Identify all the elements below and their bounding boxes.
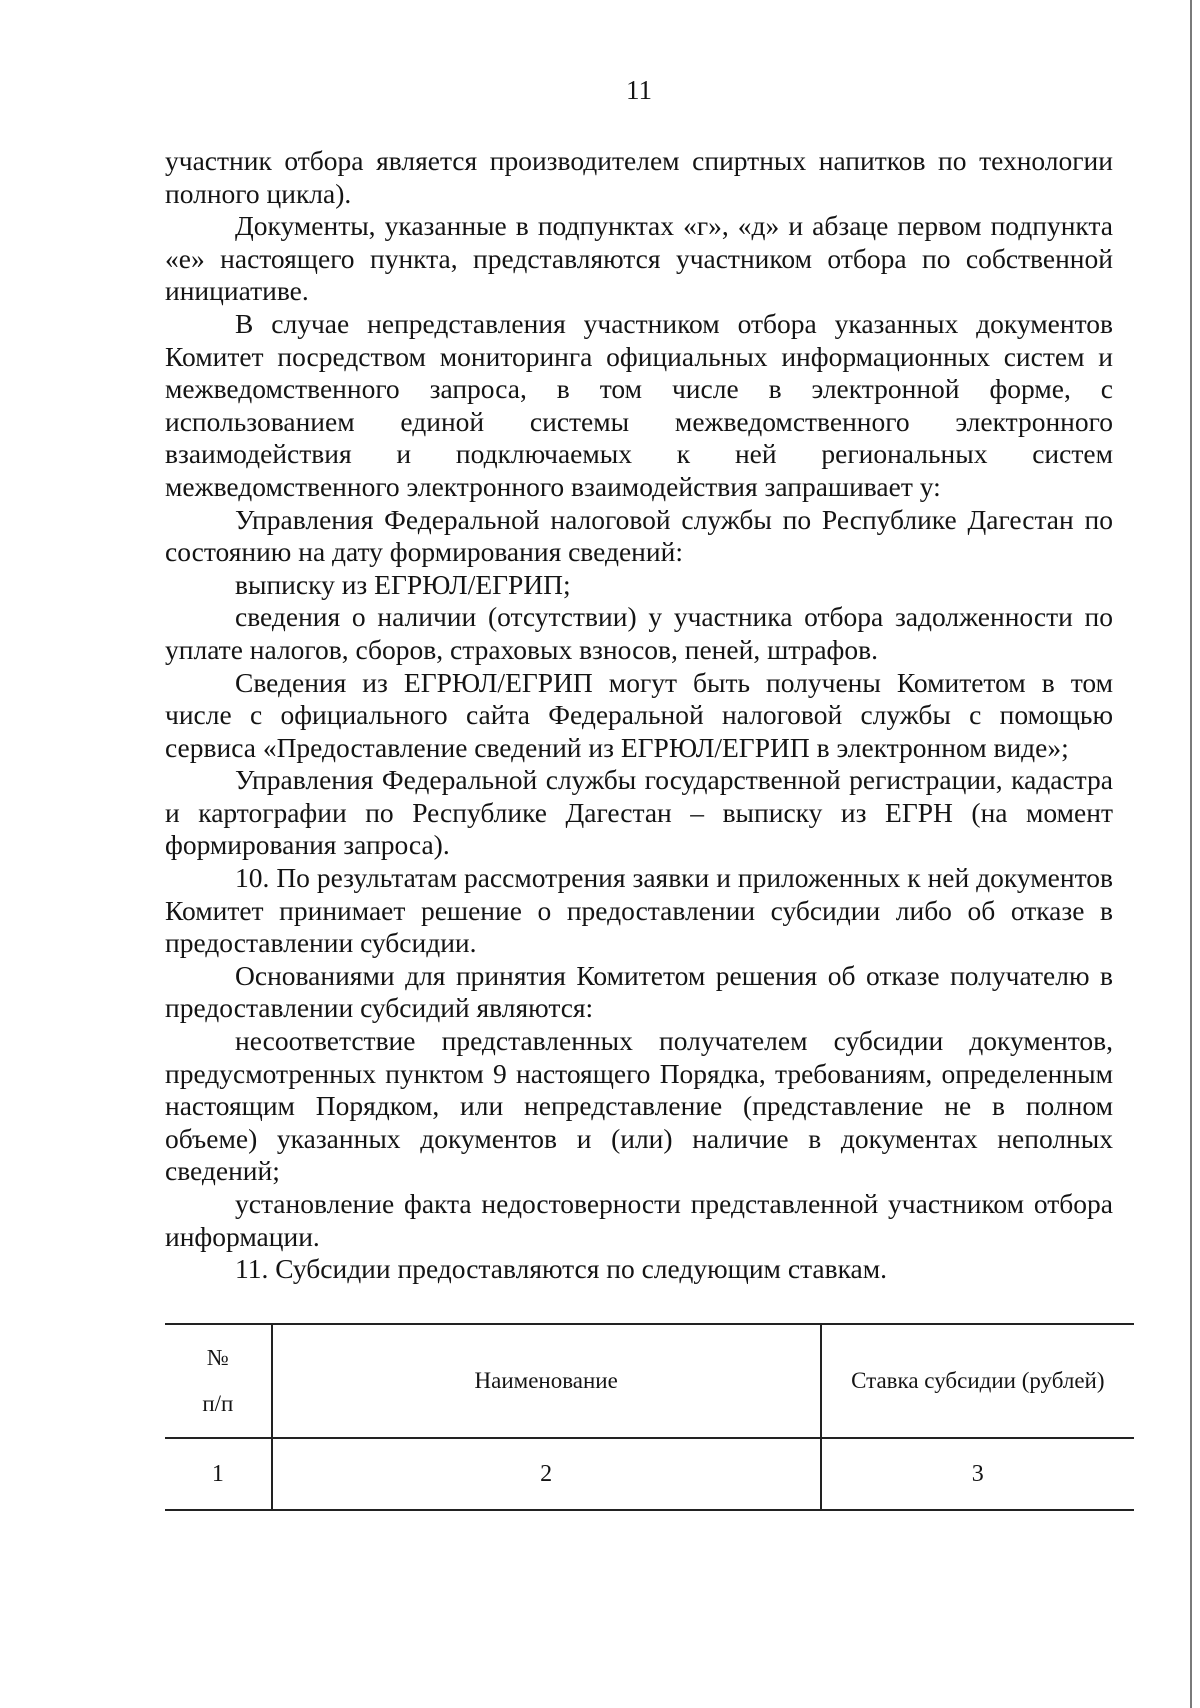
- number-abbr: п/п: [202, 1391, 234, 1416]
- header-cell-rate: Ставка субсидии (рублей): [821, 1324, 1134, 1438]
- paragraph-egrul-extract: выписку из ЕГРЮЛ/ЕГРИП;: [235, 568, 571, 600]
- table-cell: 2: [272, 1438, 821, 1510]
- document-body: [165, 145, 1113, 1286]
- page-number: 11: [626, 75, 652, 105]
- paragraph-documents-initiative: Документы, указанные в подпунктах «г», «д» и абзаце первом подпункта «е» настоящего пункта, представляются участником отбора по собственной инициативе.: [165, 210, 1113, 307]
- paragraph-refusal-grounds: Основаниями для принятия Комитетом решения об отказе получателю в предоставлении субсидий являются:: [165, 959, 1113, 1024]
- table-cell: 1: [165, 1438, 272, 1510]
- paragraph-continuation: участник отбора является производителем спиртных напитков по технологии полного цикла).: [165, 145, 1113, 209]
- table-cell: 3: [821, 1438, 1134, 1510]
- paragraph-point-11: 11. Субсидии предоставляются по следующим ставкам.: [235, 1253, 887, 1285]
- paragraph-interagency-request: В случае непредставления участником отбора указанных документов Комитет посредством мониторинга официальных информационных систем и межведомственного запроса, в том числе в электронной форме, с использованием единой системы межведомственного электронного взаимодействия и подключаемых к ней региональных систем межведомственного электронного взаимодействия запрашивает у:: [165, 307, 1113, 502]
- paragraph-noncompliance: несоответствие представленных получателем субсидии документов, предусмотренных пунктом 9 настоящего Порядка, требованиям, определенным настоящим Порядком, или непредставление (представление не в полном объеме) указанных документов и (или) наличие в документах неполных сведений;: [165, 1025, 1113, 1187]
- paragraph-debt-info: сведения о наличии (отсутствии) у участника отбора задолженности по уплате налогов, сборов, страховых взносов, пеней, штрафов.: [165, 601, 1113, 665]
- subsidy-rates-table: [165, 1323, 1134, 1511]
- header-cell-number: [165, 1324, 272, 1438]
- table-row: [165, 1438, 1134, 1510]
- paragraph-egrul-online: Сведения из ЕГРЮЛ/ЕГРИП могут быть получены Комитетом в том числе с официального сайта Федеральной налоговой службы с помощью сервиса «Предоставление сведений из ЕГРЮЛ/ЕГРИП в электронном виде»;: [165, 666, 1113, 763]
- table-header-row: [165, 1324, 1134, 1438]
- paragraph-unreliable-info: установление факта недостоверности представленной участником отбора информации.: [165, 1188, 1113, 1252]
- scan-edge-line: [1190, 0, 1192, 1708]
- header-cell-name: Наименование: [272, 1324, 821, 1438]
- number-sign: №: [206, 1345, 229, 1370]
- paragraph-point-10: 10. По результатам рассмотрения заявки и приложенных к ней документов Комитет принимает решение о предоставлении субсидии либо об отказе в предоставлении субсидии.: [165, 862, 1113, 959]
- paragraph-rosreestr: Управления Федеральной службы государственной регистрации, кадастра и картографии по Республике Дагестан – выписку из ЕГРН (на момент формирования запроса).: [165, 764, 1113, 861]
- paragraph-tax-service: Управления Федеральной налоговой службы по Республике Дагестан по состоянию на дату формирования сведений:: [165, 503, 1113, 568]
